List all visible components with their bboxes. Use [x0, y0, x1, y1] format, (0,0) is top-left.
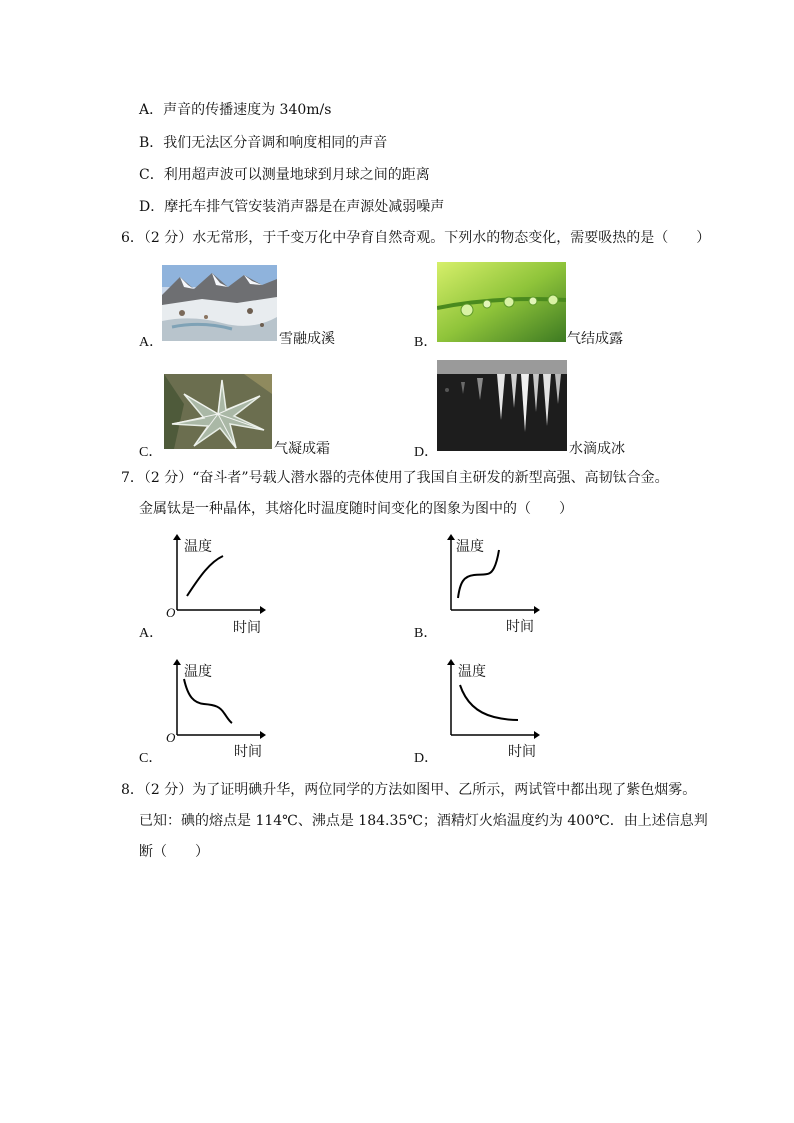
temperature-curve — [460, 685, 518, 720]
x-axis-label: 时间 — [508, 744, 536, 760]
q7-option-d-letter: D． — [414, 751, 439, 766]
temperature-curve — [184, 679, 232, 723]
x-axis-label: 时间 — [234, 744, 262, 760]
q8-stem-line3: 断（ ） — [139, 844, 209, 860]
q5-option-b: B．我们无法区分音调和响度相同的声音 — [139, 135, 388, 151]
x-axis-label: 时间 — [233, 620, 261, 636]
q6-stem: 6．（2 分）水无常形，于千变万化中孕育自然奇观。下列水的物态变化，需要吸热的是（ ） — [121, 230, 711, 246]
temperature-curve — [187, 556, 223, 596]
y-axis-label: 温度 — [456, 539, 484, 555]
q6-option-a-caption: 雪融成溪 — [279, 331, 335, 347]
q8-stem-line2: 已知：碘的熔点是 114℃、沸点是 184.35℃；酒精灯火焰温度约为 400℃．由上述信息判 — [139, 813, 708, 829]
q6-option-a-letter: A． — [139, 335, 164, 350]
q6-option-c-caption: 气凝成霜 — [274, 441, 330, 457]
q5-option-c: C．利用超声波可以测量地球到月球之间的距离 — [139, 167, 430, 183]
y-axis-label: 温度 — [458, 664, 486, 680]
q6-photo-snow-melting — [162, 265, 277, 341]
x-axis-arrow — [534, 606, 540, 614]
q5-option-d: D．摩托车排气管安装消声器是在声源处减弱噪声 — [139, 199, 445, 215]
q6-option-c-letter: C． — [139, 445, 163, 460]
y-axis-label: 温度 — [184, 539, 212, 555]
q7-option-b-letter: B． — [414, 626, 438, 641]
q7-graph-d — [434, 657, 544, 767]
q7-graph-b — [434, 532, 544, 642]
temperature-curve — [458, 550, 499, 598]
q7-option-a-letter: A． — [139, 626, 164, 641]
origin-label: O — [166, 605, 176, 620]
q6-photo-icicles — [437, 360, 567, 451]
q6-option-d-letter: D． — [414, 445, 439, 460]
q6-photo-frost — [164, 374, 272, 449]
y-axis-arrow — [447, 659, 455, 665]
y-axis-arrow — [173, 534, 181, 540]
y-axis-arrow — [447, 534, 455, 540]
q6-photo-dew — [437, 262, 566, 342]
y-axis-label: 温度 — [184, 664, 212, 680]
q7-stem-line2: 金属钛是一种晶体，其熔化时温度随时间变化的图象为图中的（ ） — [139, 501, 573, 517]
q7-graph-c — [160, 657, 270, 767]
x-axis-label: 时间 — [506, 619, 534, 635]
origin-label: O — [166, 730, 176, 745]
q7-option-c-letter: C． — [139, 751, 163, 766]
q8-stem-line1: 8．（2 分）为了证明碘升华，两位同学的方法如图甲、乙所示，两试管中都出现了紫色烟雾。 — [121, 782, 697, 798]
q5-option-a: A．声音的传播速度为 340m/s — [139, 102, 332, 118]
x-axis-arrow — [260, 606, 266, 614]
q6-option-b-letter: B． — [414, 335, 438, 350]
q7-graph-a — [160, 532, 270, 642]
x-axis-arrow — [260, 731, 266, 739]
q6-option-b-caption: 气结成露 — [567, 331, 623, 347]
x-axis-arrow — [534, 731, 540, 739]
q6-option-d-caption: 水滴成冰 — [569, 441, 625, 457]
y-axis-arrow — [173, 659, 181, 665]
q7-stem-line1: 7．（2 分）“奋斗者”号载人潜水器的壳体使用了我国自主研发的新型高强、高韧钛合金。 — [121, 470, 669, 486]
